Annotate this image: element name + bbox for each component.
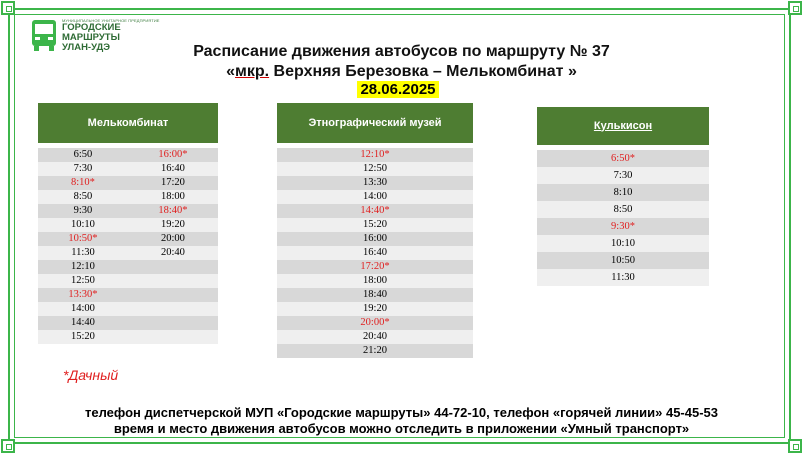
table-row [38, 302, 218, 316]
time-cell: 10:10 [537, 235, 709, 252]
table-row [537, 167, 709, 184]
table-row [38, 162, 218, 176]
time-cell: 12:50 [277, 162, 473, 176]
time-cell [128, 302, 218, 316]
time-cell: 8:50 [38, 190, 128, 204]
time-cell: 8:50 [537, 201, 709, 218]
time-cell: 17:20 [128, 176, 218, 190]
table-row [38, 148, 218, 162]
time-cell: 16:00* [128, 148, 218, 162]
time-cell: 7:30 [537, 167, 709, 184]
table-row [38, 190, 218, 204]
route-title [0, 63, 803, 81]
logo-line-1: ГОРОДСКИЕ [62, 22, 121, 33]
time-cell: 6:50 [38, 148, 128, 162]
table-row [277, 260, 473, 274]
corner-ornament-top-left [1, 1, 15, 15]
table-row [277, 302, 473, 316]
table-museum [277, 103, 473, 358]
time-cell: 18:40 [277, 288, 473, 302]
table-row [38, 176, 218, 190]
table-row [38, 274, 218, 288]
time-cell [128, 316, 218, 330]
time-cell: 20:40 [277, 330, 473, 344]
table-row [537, 218, 709, 235]
time-cell: 16:40 [128, 162, 218, 176]
table-header-melkombinat: Мелькомбинат [38, 103, 218, 143]
route-title-open: « [226, 63, 236, 80]
table-row [38, 246, 218, 260]
time-cell: 10:10 [38, 218, 128, 232]
time-cell: 20:00* [277, 316, 473, 330]
footer-phones: телефон диспетчерской МУП «Городские маршруты» 44-72-10, телефон «горячей линии» 45-45-53 [84, 405, 719, 420]
table-header-kulkison [537, 107, 709, 145]
time-cell [128, 288, 218, 302]
table-row [277, 274, 473, 288]
time-cell: 11:30 [38, 246, 128, 260]
table-row [277, 218, 473, 232]
time-cell: 12:10* [277, 148, 473, 162]
time-cell: 18:00 [128, 190, 218, 204]
time-cell: 8:10* [38, 176, 128, 190]
time-cell: 13:30* [38, 288, 128, 302]
table-header-kulkison-label: Кулькисон [593, 119, 653, 132]
table-row [537, 150, 709, 167]
table-row [277, 330, 473, 344]
time-cell: 14:40 [38, 316, 128, 330]
table-row [38, 218, 218, 232]
table-row [277, 162, 473, 176]
table-row [277, 190, 473, 204]
corner-ornament-bottom-left [1, 439, 15, 453]
corner-ornament-top-right [788, 1, 802, 15]
page-title: Расписание движения автобусов по маршруту № 37 [193, 43, 610, 60]
table-row [38, 204, 218, 218]
time-cell: 14:00 [277, 190, 473, 204]
time-cell: 7:30 [38, 162, 128, 176]
time-cell: 20:00 [128, 232, 218, 246]
table-row [537, 235, 709, 252]
logo-line-2: МАРШРУТЫ [62, 32, 120, 43]
table-row [537, 252, 709, 269]
time-cell: 12:10 [38, 260, 128, 274]
table-row [537, 269, 709, 286]
time-cell: 21:20 [277, 344, 473, 358]
table-row [38, 330, 218, 344]
time-cell: 19:20 [277, 302, 473, 316]
time-cell: 10:50* [38, 232, 128, 246]
time-cell: 10:50 [537, 252, 709, 269]
time-cell: 11:30 [537, 269, 709, 286]
time-cell: 9:30 [38, 204, 128, 218]
route-title-mkr: мкр. [235, 63, 270, 80]
time-cell: 16:00 [277, 232, 473, 246]
table-row [277, 316, 473, 330]
time-cell: 15:20 [38, 330, 128, 344]
note-dachny: *Дачный [63, 367, 119, 383]
time-cell: 13:30 [277, 176, 473, 190]
table-row [537, 184, 709, 201]
table-row [537, 201, 709, 218]
table-melkombinat [38, 103, 218, 344]
table-row [277, 148, 473, 162]
time-cell: 20:40 [128, 246, 218, 260]
schedule-date: 28.06.2025 [357, 81, 439, 98]
table-row [277, 344, 473, 358]
time-cell: 19:20 [128, 218, 218, 232]
corner-ornament-bottom-right [788, 439, 802, 453]
time-cell [128, 330, 218, 344]
table-row [277, 232, 473, 246]
table-row [277, 176, 473, 190]
time-cell [128, 274, 218, 288]
time-cell: 15:20 [277, 218, 473, 232]
time-cell: 18:40* [128, 204, 218, 218]
table-header-museum: Этнографический музей [277, 103, 473, 143]
time-cell: 14:00 [38, 302, 128, 316]
time-cell: 14:40* [277, 204, 473, 218]
logo-caption: МУНИЦИПАЛЬНОЕ УНИТАРНОЕ ПРЕДПРИЯТИЕ [62, 18, 160, 23]
table-row [277, 288, 473, 302]
time-cell: 16:40 [277, 246, 473, 260]
route-title-rest: Верхняя Березовка – Мелькомбинат » [269, 63, 577, 80]
time-cell: 12:50 [38, 274, 128, 288]
table-row [38, 260, 218, 274]
time-cell [128, 260, 218, 274]
time-cell: 9:30* [537, 218, 709, 235]
table-row [38, 316, 218, 330]
time-cell: 8:10 [537, 184, 709, 201]
table-row [38, 232, 218, 246]
table-row [38, 288, 218, 302]
table-kulkison [537, 107, 709, 286]
logo-line-3: УЛАН-УДЭ [62, 42, 111, 53]
footer-app-info: время и место движения автобусов можно отследить в приложении «Умный транспорт» [113, 421, 690, 436]
time-cell: 6:50* [537, 150, 709, 167]
time-cell: 17:20* [277, 260, 473, 274]
table-row [277, 246, 473, 260]
table-row [277, 204, 473, 218]
time-cell: 18:00 [277, 274, 473, 288]
